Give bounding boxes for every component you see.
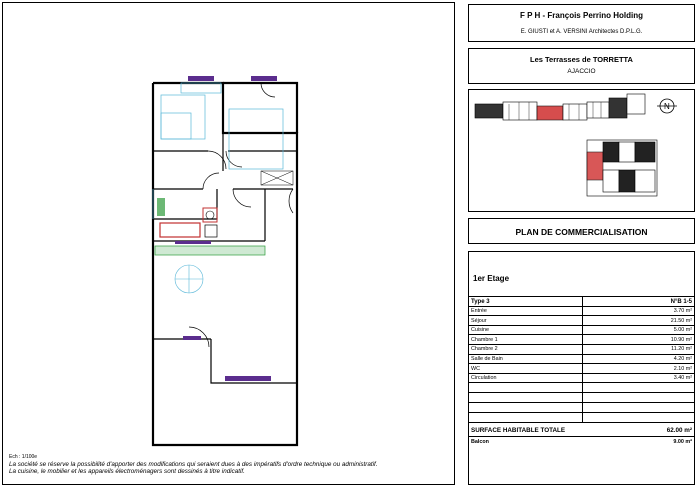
- north-label: N: [664, 102, 670, 111]
- area-table-block: [468, 251, 695, 485]
- disclaimer-line-2: La cuisine, le mobilier et les appareils électroménagers sont dessinés à titre indicatif.: [9, 468, 245, 476]
- sheet-title-block: [468, 218, 695, 244]
- door-swings: [189, 83, 293, 347]
- room-area: 11.20 m²: [671, 346, 692, 353]
- architects-name: E. GIUSTI et A. VERSINI Architectes D.P.L.G.: [520, 29, 643, 35]
- room-area: 2.10 m²: [673, 365, 692, 372]
- balcony-label: Balcon: [471, 438, 489, 445]
- room-area: 5.00 m²: [673, 327, 692, 334]
- balcony-row: [469, 436, 694, 446]
- room-area: 10.90 m²: [670, 336, 692, 343]
- room-name: Salle de Bain: [471, 356, 503, 363]
- room-name: Entrée: [471, 308, 487, 315]
- table-row-empty: [469, 382, 694, 392]
- balcony-outline: [153, 387, 297, 445]
- floor-plan: [3, 3, 456, 486]
- balcony-value: 9.00 m²: [673, 438, 692, 445]
- room-area: 4.20 m²: [673, 356, 692, 363]
- area-table: [469, 296, 694, 446]
- total-row: [469, 422, 694, 436]
- sheet-title: PLAN DE COMMERCIALISATION: [515, 227, 648, 237]
- exterior-walls: [153, 83, 297, 445]
- north-arrow: [657, 99, 677, 113]
- living-table: [175, 265, 203, 293]
- table-row: [469, 334, 694, 344]
- unit-type: Type 3: [471, 298, 490, 305]
- drawing-area: [2, 2, 455, 485]
- room-name: Séjour: [471, 317, 487, 324]
- floor-label: 1er Etage: [473, 274, 510, 283]
- windows: [175, 76, 277, 381]
- table-row-empty: [469, 412, 694, 422]
- table-row-empty: [469, 402, 694, 412]
- project-name: Les Terrasses de TORRETTA: [530, 55, 633, 64]
- scale-label: Ech : 1/100e: [9, 454, 38, 460]
- company-block: [468, 4, 695, 42]
- site-plan-map: [469, 90, 694, 211]
- room-area: 3.70 m²: [673, 308, 692, 315]
- project-block: [468, 48, 695, 84]
- room-name: WC: [471, 365, 480, 372]
- table-row-empty: [469, 392, 694, 402]
- table-row: [469, 315, 694, 325]
- site-plan-block: [468, 89, 695, 212]
- disclaimer: [9, 461, 454, 476]
- room-name: Cuisine: [471, 327, 489, 334]
- project-city: AJACCIO: [567, 68, 596, 75]
- unit-ref: N°B 1-5: [670, 298, 692, 305]
- table-row: [469, 373, 694, 383]
- interior-walls: [153, 83, 297, 383]
- room-area: 3.40 m²: [673, 375, 692, 382]
- table-row: [469, 354, 694, 364]
- table-header-row: [469, 296, 694, 306]
- total-label: SURFACE HABITABLE TOTALE: [471, 427, 566, 435]
- table-row: [469, 325, 694, 335]
- table-row: [469, 363, 694, 373]
- room-name: Chambre 2: [471, 346, 498, 353]
- closet: [261, 171, 293, 185]
- company-name: F P H - François Perrino Holding: [520, 11, 643, 20]
- room-area: 21.50 m²: [670, 317, 692, 324]
- room-name: Circulation: [471, 375, 497, 382]
- table-row: [469, 344, 694, 354]
- table-row: [469, 306, 694, 316]
- bathroom-fixtures: [160, 208, 217, 237]
- disclaimer-line-1: La société se réserve la possibilité d'apporter des modifications qui seraient dues à des impératifs d'ordre technique ou administratif.: [9, 461, 378, 468]
- room-name: Chambre 1: [471, 336, 498, 343]
- total-value: 62.00 m²: [666, 427, 692, 435]
